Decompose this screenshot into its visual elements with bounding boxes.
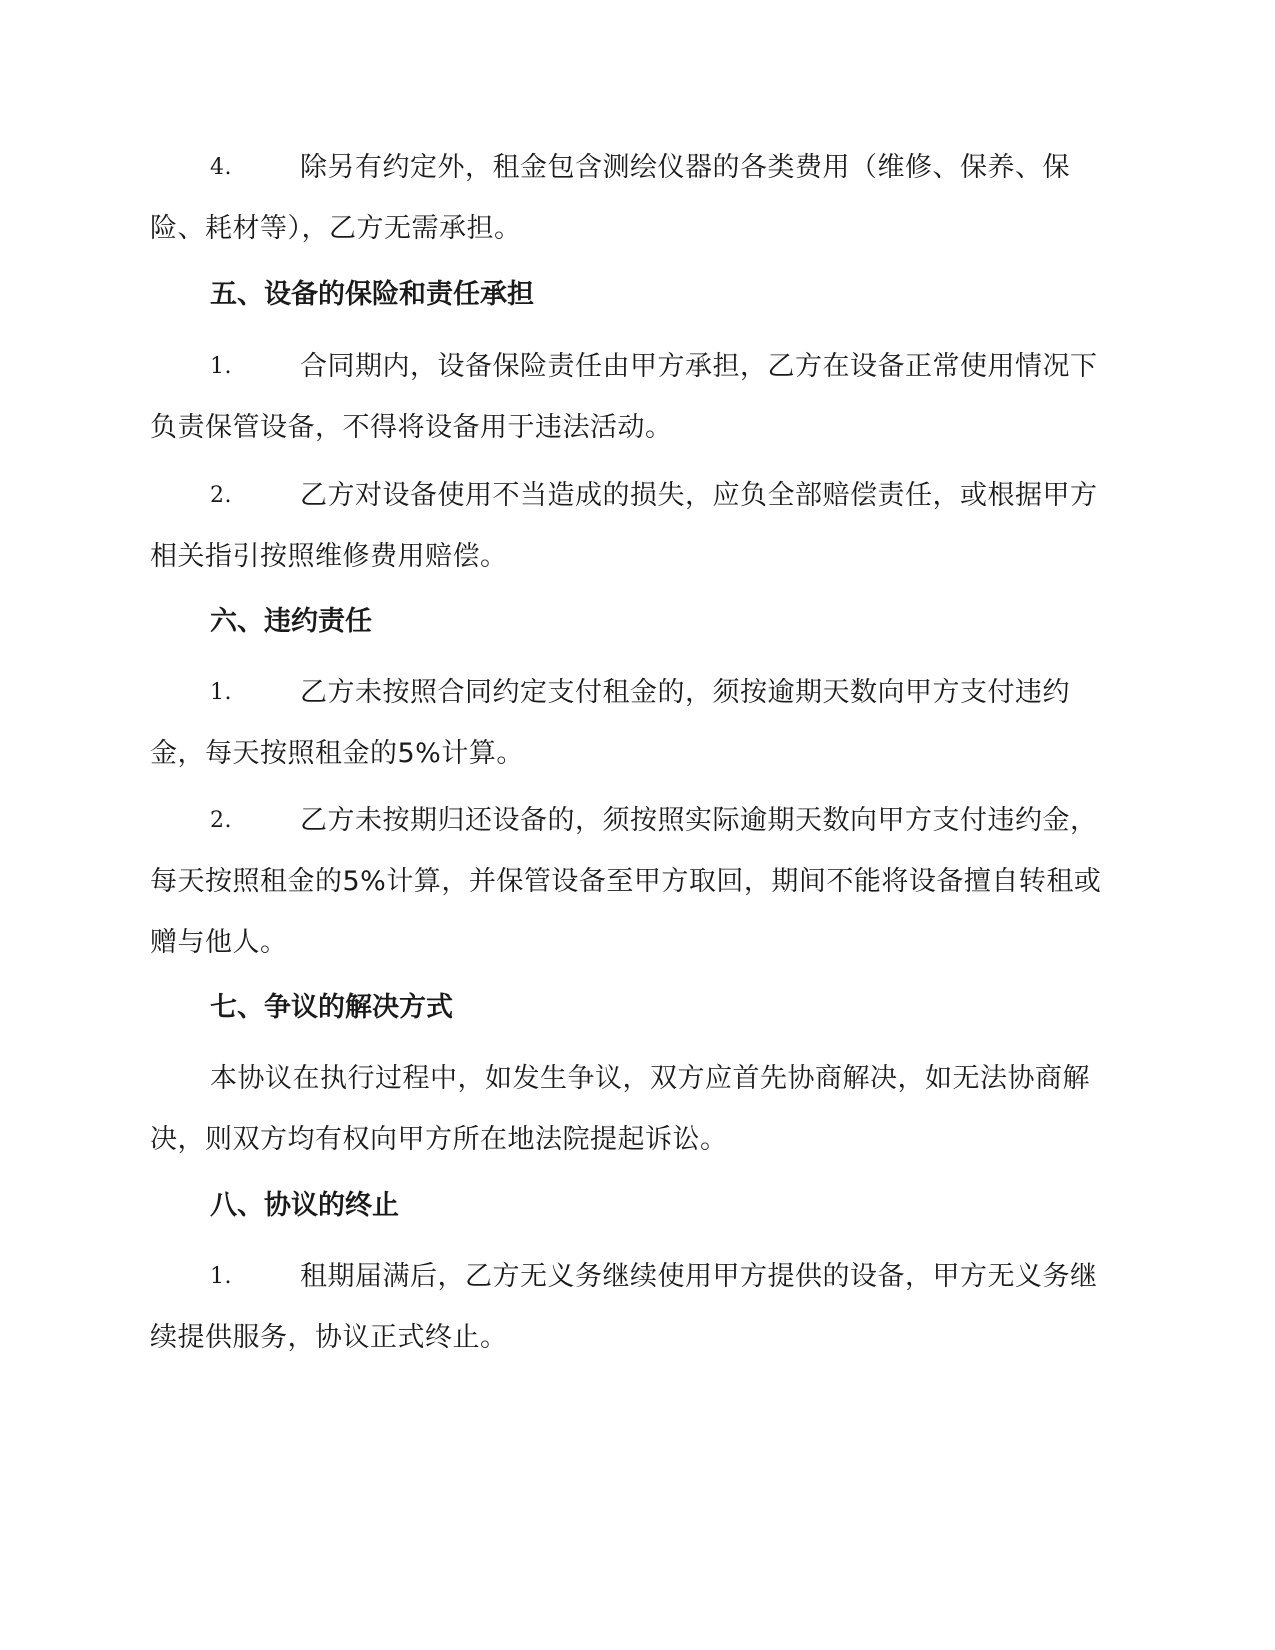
item-text: 乙方对设备使用不当造成的损失，应负全部赔偿责任，或根据甲方相关指引按照维修费用赔偿。: [150, 480, 1098, 572]
item-text: 除另有约定外，租金包含测绘仪器的各类费用（维修、保养、保险、耗材等），乙方无需承担。: [150, 152, 1070, 244]
list-item-5-1: [150, 336, 1120, 458]
item-number: 1.: [210, 680, 232, 705]
item-number: 2.: [210, 808, 232, 833]
section-heading-5: 五、设备的保险和责任承担: [210, 279, 534, 310]
item-text: 乙方未按照合同约定支付租金的，须按逾期天数向甲方支付违约金，每天按照租金的5%计算。: [150, 677, 1070, 769]
list-item-4-4: [150, 137, 1120, 259]
list-item-6-2: [150, 790, 1120, 973]
item-text: 合同期内，设备保险责任由甲方承担，乙方在设备正常使用情况下负责保管设备，不得将设备用于违法活动。: [150, 351, 1098, 443]
item-number: 4.: [210, 155, 232, 180]
section-heading-6: 六、违约责任: [210, 606, 372, 637]
list-item-8-1: [150, 1246, 1120, 1368]
paragraph-text: 本协议在执行过程中，如发生争议，双方应首先协商解决，如无法协商解决，则双方均有权向甲方所在地法院提起诉讼。: [150, 1063, 1090, 1155]
item-text: 乙方未按期归还设备的，须按照实际逾期天数向甲方支付违约金，每天按照租金的5%计算，并保管设备至甲方取回，期间不能将设备擅自转租或赠与他人。: [150, 805, 1102, 958]
list-item-5-2: [150, 465, 1120, 587]
item-number: 1.: [210, 354, 232, 379]
section-heading-8: 八、协议的终止: [210, 1190, 399, 1221]
section-heading-7: 七、争议的解决方式: [210, 992, 453, 1023]
paragraph-7: [150, 1048, 1120, 1170]
item-text: 租期届满后，乙方无义务继续使用甲方提供的设备，甲方无义务继续提供服务，协议正式终止。: [150, 1261, 1098, 1353]
item-number: 1.: [210, 1264, 232, 1289]
item-number: 2.: [210, 483, 232, 508]
list-item-6-1: [150, 662, 1120, 784]
